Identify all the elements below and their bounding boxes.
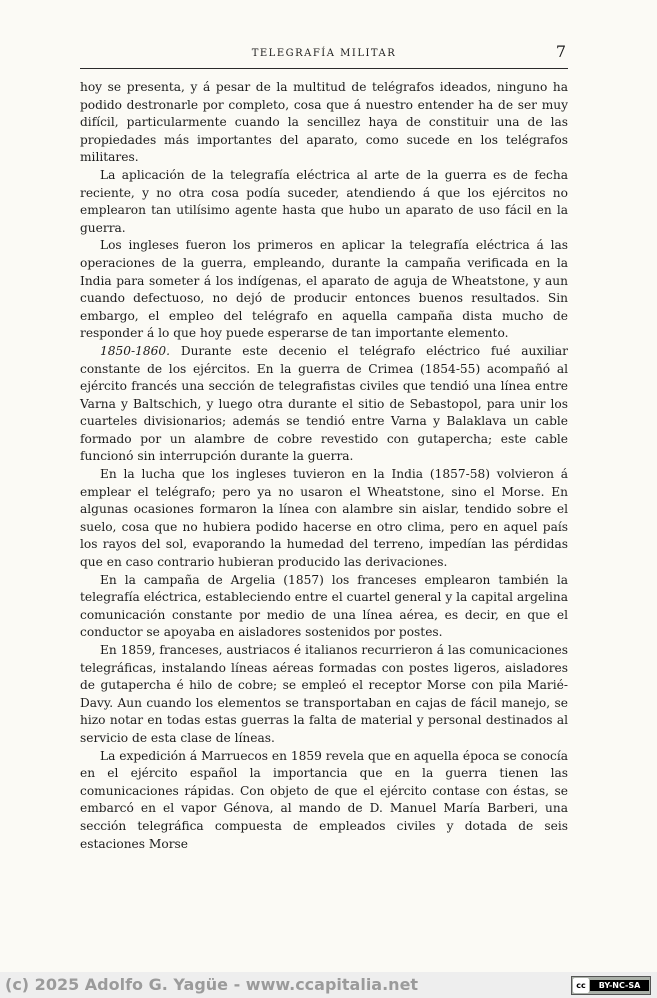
paragraph: La aplicación de la telegrafía eléctrica al arte de la guerra es de fecha reciente, y no otra cosa podía suceder, atendiendo á que los ejércitos no emplearon tan utilísimo agente hasta que hubo un aparato de uso fácil en la guerra. xyxy=(80,167,568,235)
cc-icon: cc xyxy=(573,978,589,993)
page-number: 7 xyxy=(555,42,566,61)
watermark-footer xyxy=(0,972,657,998)
body-text xyxy=(80,79,568,853)
paragraph: En 1859, franceses, austriacos é italianos recurrieron á las comunicaciones telegráficas, instalando líneas aéreas formadas con postes ligeros, aisladores de gutapercha é hilo de cobre; se empleó el receptor Morse con pila Marié-Davy. Aun cuando los elementos se transportaban en cajas de fácil manejo, se hizo notar en todas estas guerras la falta de material y personal destinados al servicio de esta clase de líneas. xyxy=(80,643,568,745)
paragraph: La expedición á Marruecos en 1859 revela que en aquella época se conocía en el ejército español la importancia que en la guerra tienen las comunicaciones rápidas. Con objeto de que el ejército contase con éstas, se embarcó en el vapor Génova, al mando de D. Manuel María Barberi, una sección telegráfica compuesta de empleados civiles y dotada de seis estaciones Morse xyxy=(80,748,568,851)
running-head: TELEGRAFÍA MILITAR xyxy=(251,48,397,59)
paragraph: En la lucha que los ingleses tuvieron en la India (1857-58) volvieron á emplear el telégrafo; pero ya no usaron el Wheatstone, sino el Morse. En algunas ocasiones formaron la línea con alambre sin aislar, tendido sobre el suelo, cosa que no hubiera podido hacerse en otro clima, pero en aquel país los rayos del sol, evaporando la humedad del terreno, impedían las pérdidas que en caso contrario hubieran producido las derivaciones. xyxy=(80,467,568,570)
copyright-notice: (c) 2025 Adolfo G. Yagüe - www.ccapitalia.net xyxy=(5,975,419,994)
paragraph: 1850-1860. Durante este decenio el telégrafo eléctrico fué auxiliar constante de los ejércitos. En la guerra de Crimea (1854-55) acompañó al ejército francés una sección de telegrafistas civiles que tendió una línea entre Varna y Baltschich, y luego otra durante el sitio de Sebastopol, para unir los cuarteles divisionarios; además se tendió entre Varna y Balaklava un cable formado por un alambre de cobre revestido con gutapercha; este cable funcionó sin interrupción durante la guerra. xyxy=(80,343,569,464)
page-header xyxy=(80,42,568,69)
paragraph: hoy se presenta, y á pesar de la multitud de telégrafos ideados, ninguno ha podido destronarle por completo, cosa que á nuestro entender ha de ser muy difícil, particularmente cuando la sencillez haya de constituir una de las propiedades más importantes del aparato, como sucede en los telégrafos militares. xyxy=(80,80,568,165)
license-label: BY-NC-SA xyxy=(590,980,649,991)
date-range-lead: 1850-1860. xyxy=(100,343,171,358)
paragraph: En la campaña de Argelia (1857) los franceses emplearon también la telegrafía eléctrica, estableciendo entre el cuartel general y la capital argelina comunicación constante por medio de una línea aérea, es decir, en que el conductor se apoyaba en aisladores sostenidos por postes. xyxy=(80,572,568,640)
paragraph: Los ingleses fueron los primeros en aplicar la telegrafía eléctrica á las operaciones de la guerra, empleando, durante la campaña verificada en la India para someter á los indígenas, el aparato de aguja de Wheatstone, y aun cuando defectuoso, no dejó de producir entonces buenos resultados. Sin embargo, el empleo del telégrafo en aquella campaña dista mucho de responder á lo que hoy puede esperarse de tan importante elemento. xyxy=(80,238,568,341)
cc-license-badge[interactable] xyxy=(571,976,651,995)
